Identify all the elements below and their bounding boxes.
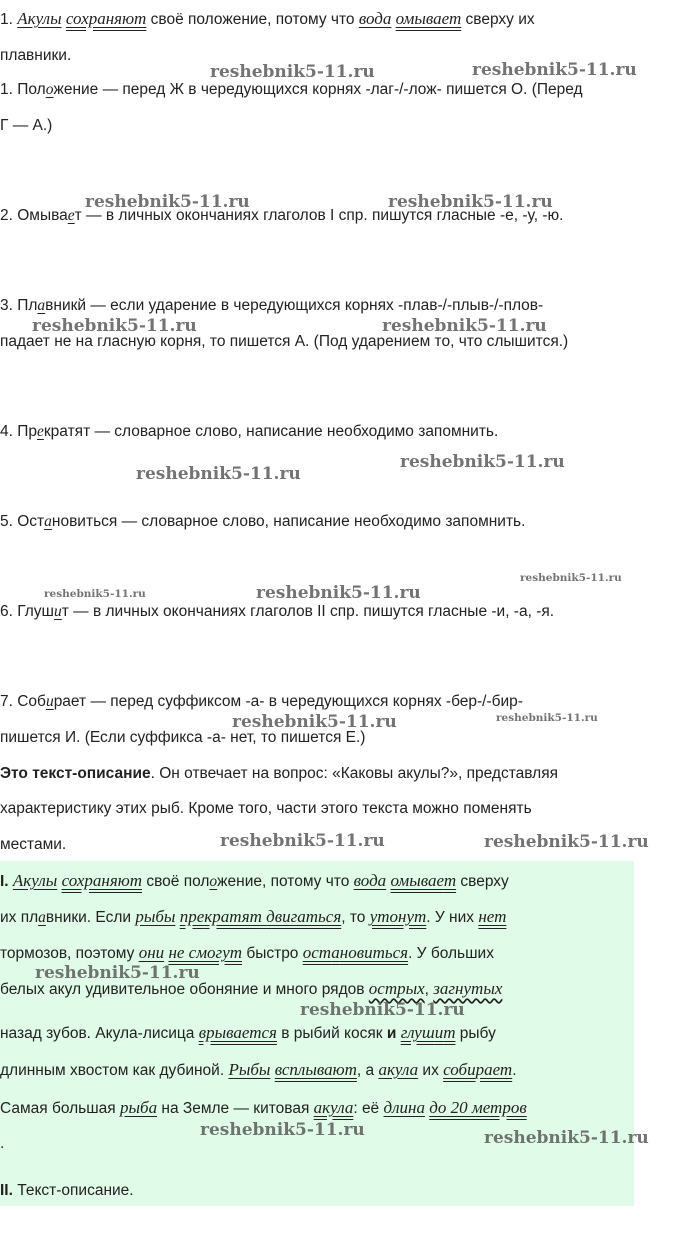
description-line-3: местами. bbox=[0, 836, 67, 853]
item-3-cont: падает не на гласную корня, то пишется А. (Под ударением то, что слышится.) bbox=[0, 333, 569, 350]
watermark: reshebnik5-11.ru bbox=[388, 192, 553, 212]
box-line-9: II. Текст-описание. bbox=[0, 1182, 134, 1199]
watermark: reshebnik5-11.ru bbox=[136, 464, 301, 484]
item-1-cont: Г — А.) bbox=[0, 117, 53, 134]
watermark: reshebnik5-11.ru bbox=[200, 1120, 365, 1140]
item-6: 6. Глушит — в личных окончаниях глаголов II спр. пишутся гласные -и, -а, -я. bbox=[0, 603, 555, 620]
intro-line-1: 1. Акулы сохраняют своё положение, потому что вода омывает сверху их bbox=[0, 9, 535, 28]
watermark: reshebnik5-11.ru bbox=[256, 583, 421, 603]
item-4: 4. Прекратят — словарное слово, написание необходимо запомнить. bbox=[0, 423, 499, 440]
description-line-2: характеристику этих рыб. Кроме того, части этого текста можно поменять bbox=[0, 800, 532, 817]
watermark: reshebnik5-11.ru bbox=[300, 1000, 465, 1020]
watermark: reshebnik5-11.ru bbox=[484, 1128, 649, 1148]
watermark: reshebnik5-11.ru bbox=[35, 963, 200, 983]
box-line-1: I. Акулы сохраняют своё положение, потому что вода омывает сверху bbox=[0, 871, 509, 890]
box-line-4: белых акул удивительное обоняние и много рядов острых, загнутых bbox=[0, 979, 503, 998]
box-line-8: . bbox=[0, 1135, 5, 1152]
item-1: 1. Положение — перед Ж в чередующихся корнях -лаг-/-лож- пишется О. (Перед bbox=[0, 81, 583, 98]
watermark: reshebnik5-11.ru bbox=[32, 316, 197, 336]
item-5: 5. Остановиться — словарное слово, написание необходимо запомнить. bbox=[0, 513, 526, 530]
item-7: 7. Собирает — перед суффиксом -а- в чередующихся корнях -бер-/-бир- bbox=[0, 693, 523, 710]
watermark: reshebnik5-11.ru bbox=[520, 572, 622, 584]
item-3: 3. Плавникй — если ударение в чередующихся корнях -плав-/-плыв-/-плов- bbox=[0, 297, 544, 314]
watermark: reshebnik5-11.ru bbox=[232, 712, 397, 732]
box-line-3: тормозов, поэтому они не смогут быстро остановиться. У больших bbox=[0, 943, 494, 962]
item-7-cont: пишется И. (Если суффикса -а- нет, то пишется Е.) bbox=[0, 729, 366, 746]
watermark: reshebnik5-11.ru bbox=[382, 316, 547, 336]
watermark: reshebnik5-11.ru bbox=[496, 712, 598, 724]
watermark: reshebnik5-11.ru bbox=[44, 588, 146, 600]
box-line-5: назад зубов. Акула-лисица врывается в рыбий косяк и глушит рыбу bbox=[0, 1023, 496, 1042]
watermark: reshebnik5-11.ru bbox=[472, 60, 637, 80]
watermark: reshebnik5-11.ru bbox=[210, 62, 375, 82]
watermark: reshebnik5-11.ru bbox=[400, 452, 565, 472]
box-line-6: длинным хвостом как дубиной. Рыбы всплывают, а акула их собирает. bbox=[0, 1060, 517, 1079]
watermark: reshebnik5-11.ru bbox=[85, 192, 250, 212]
intro-line-2: плавники. bbox=[0, 47, 72, 64]
box-line-7: Самая большая рыба на Земле — китовая акула: её длина до 20 метров bbox=[0, 1098, 527, 1117]
item-2: 2. Омывает — в личных окончаниях глаголов I спр. пишутся гласные -е, -у, -ю. bbox=[0, 207, 564, 224]
description-line-1: Это текст-описание. Он отвечает на вопрос: «Каковы акулы?», представляя bbox=[0, 765, 558, 782]
watermark: reshebnik5-11.ru bbox=[484, 832, 649, 852]
box-line-2: их плавники. Если рыбы прекратят двигаться, то утонут. У них нет bbox=[0, 907, 507, 926]
watermark: reshebnik5-11.ru bbox=[220, 831, 385, 851]
